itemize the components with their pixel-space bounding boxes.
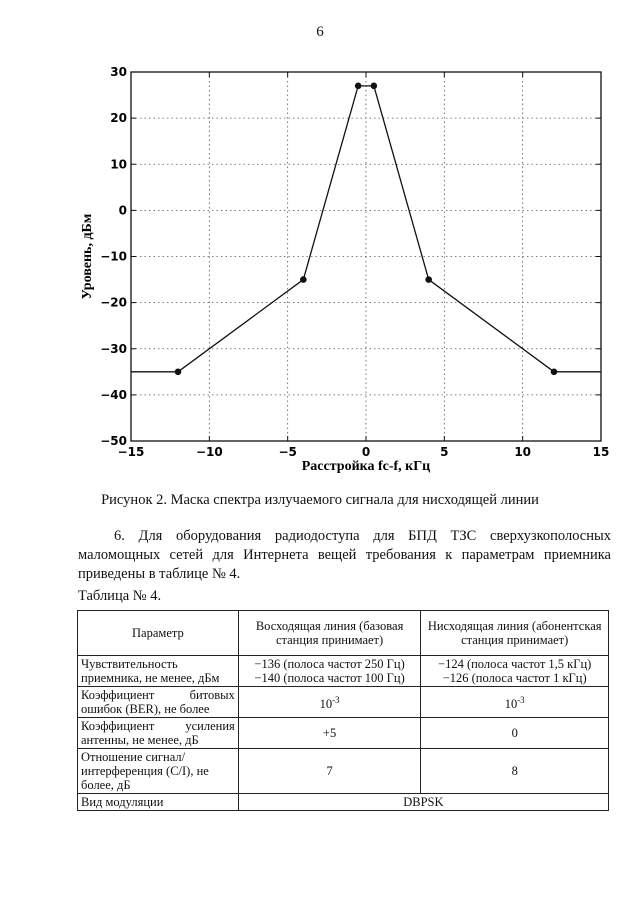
downlink-si-ratio: 8 [421,749,609,794]
body-paragraph: 6. Для оборудования радиодоступа для БПД ТЗС сверхузкополосных маломощных сетей для Интернета вещей требования к параметрам приемника приведены в таблице № 4. [78,528,611,582]
y-tick-label: 20 [110,111,127,126]
table-row [78,687,609,718]
data-point [300,276,307,283]
data-point [551,369,558,376]
header-downlink: Нисходящая линия (абонентская станция принимает) [421,611,609,656]
downlink-ber-exp: -3 [517,694,525,705]
param-modulation: Вид модуляции [78,794,239,811]
uplink-ber-exp: -3 [332,694,340,705]
uplink-ber-base: 10 [319,697,333,712]
param-sensitivity: Чувствительность приемника, не менее, дБм [78,656,239,687]
uplink-sensitivity-100: −140 (полоса частот 100 Гц) [254,671,405,685]
y-tick-label: −40 [100,387,127,402]
uplink-antenna-gain: +5 [238,718,421,749]
x-axis-label: Расстройка fc-f, кГц [301,459,431,474]
table-row [78,656,609,687]
uplink-ber [238,687,421,718]
x-tick-label: −10 [195,445,223,459]
x-tick-label: −5 [278,445,297,459]
data-point [425,276,432,283]
spectrum-mask-chart [70,58,615,478]
param-antenna-gain: Коэффициент усиления антенны, не менее, дБ [78,718,239,749]
x-tick-label: 5 [440,445,449,459]
page-number: 6 [316,24,324,40]
x-tick-label: 0 [361,445,371,459]
uplink-si-ratio: 7 [238,749,421,794]
downlink-ber [421,687,609,718]
uplink-sensitivity [238,656,421,687]
downlink-ber-base: 10 [504,697,518,712]
table-row [78,718,609,749]
data-point [355,83,362,90]
downlink-sensitivity [421,656,609,687]
downlink-sensitivity-1: −126 (полоса частот 1 кГц) [442,671,587,685]
y-tick-label: −20 [100,295,127,310]
y-tick-label: 30 [110,65,127,79]
y-tick-label: −30 [100,341,127,356]
table-header-row [78,611,609,656]
uplink-sensitivity-250: −136 (полоса частот 250 Гц) [254,657,405,671]
data-point [371,83,378,90]
figure-caption: Рисунок 2. Маска спектра излучаемого сигнала для нисходящей линии [101,492,539,508]
table-row [78,749,609,794]
downlink-antenna-gain: 0 [421,718,609,749]
x-tick-label: −15 [117,445,145,459]
x-tick-label: 10 [514,445,532,459]
param-si-ratio: Отношение сигнал/интерференция (С/I), не более, дБ [78,749,239,794]
chart-ticks [100,65,609,459]
y-axis-label: Уровень, дБм [80,213,95,300]
data-point [175,369,182,376]
header-uplink: Восходящая линия (базовая станция принимает) [238,611,421,656]
table-title: Таблица № 4. [78,588,162,604]
x-tick-label: 15 [592,445,610,459]
receiver-parameters-table [77,610,609,811]
modulation-value: DBPSK [238,794,608,811]
y-tick-label: −50 [100,434,127,448]
y-tick-label: 10 [110,157,127,172]
downlink-sensitivity-1-5: −124 (полоса частот 1,5 кГц) [438,657,592,671]
table-row [78,794,609,811]
y-tick-label: 0 [118,203,127,218]
chart-grid [131,72,601,441]
header-parameter: Параметр [78,611,239,656]
y-tick-label: −10 [100,249,127,264]
param-ber: Коэффициент битовых ошибок (BER), не более [78,687,239,718]
